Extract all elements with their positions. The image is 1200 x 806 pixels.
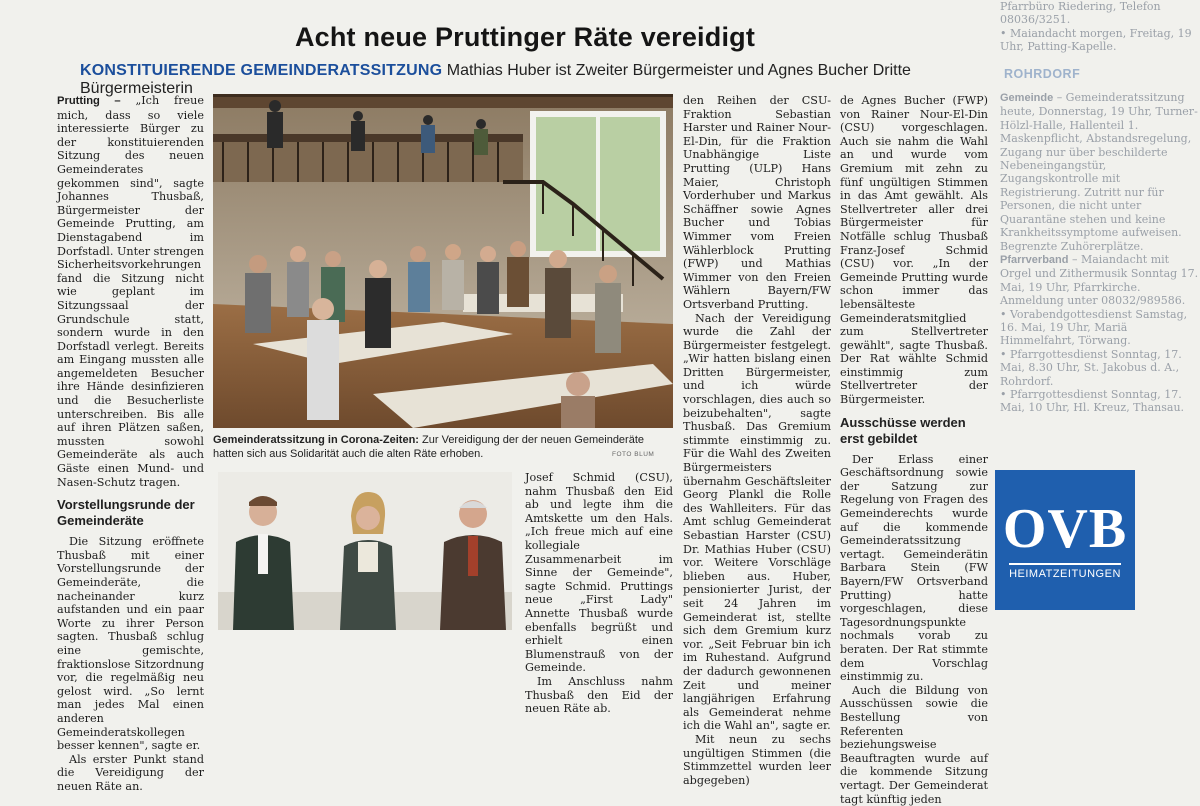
sidebar-bullet: • Vorabendgottesdienst Samstag, 16. Mai, 19 Uhr, Mariä Himmelfahrt, Törwang. <box>1000 308 1200 348</box>
paragraph: Nach der Vereidigung wurde die Zahl der Bürgermeister festgelegt. „Wir hatten bislang einen Dritten Bürgermeister, und ich würde vorschlagen, dies auch so beizubehalten", sagte Thusbaß. Das Gremium stimmte einstimmig zu. Für die Wahl des Zweiten Bürgermeisters übernahm Geschäftsleiter Georg Plankl die Rolle des Wahlleiters. Für das Amt schlug Gemeinderat Sebastian Harster (CSU) Dr. Mathias Huber (CSU) vor. Weitere Vorschläge blieben aus. Huber, pensionierter Jurist, der seit 24 Jahren im Gemeinderat ist, stellte sich dem Gremium kurz vor. „Seit Februar bin ich im Ruhestand. Aufgrund der dadurch gewonnenen Zeit und meiner langjährigen Erfahrung als Gemeinderat nehme ich die Wahl an", sagte er. <box>683 311 831 733</box>
paragraph: den Reihen der CSU-Fraktion Sebastian Harster und Rainer Nour-El-Din, für die Fraktion Unabhängige Liste Prutting (ULP) Hans Maier, Christoph Vorderhuber und Markus Schäffner sowie Agnes Bucher und Tobias Wimmer vom Freien Wählerblock Prutting (FWP) und Mathias Wimmer von den Freien Wählern Bayern/FW Ortsverband Prutting. <box>683 94 831 311</box>
paragraph: „Ich freue mich, dass so viele interessierte Bürger zu der konstituierenden Sitzung des neuen Gemeinderates gekommen sind", sagte Johannes Thusbaß, Bürgermeister der Gemeinde Prutting, am Dienstagabend im Dorfstadl. Unter strengen Sicherheitsvorkehrungen fand die Sitzung nicht wie geplant im Sitzungssaal der Grundschule statt, sondern wurde in den Dorfstadl verlegt. Bereits am Eingang mussten alle angemeldeten Besucher ihre Hände desinfizieren und die Besucherliste unterschreiben. Bis alle auf ihren Plätzen saßen, mussten sowohl Gemeinderäte als auch Gäste einen Mund- und Nasen-Schutz tragen. <box>57 94 205 489</box>
paragraph: Der Erlass einer Geschäftsordnung sowie der Satzung zur Regelung von Fragen des Gemeinderechts wurde auf die kommende Gemeinderatssitzung vertagt. Gemeinderätin Barbara Stein (FW Bayern/FW Ortsverband Prutting) hatte vorgeschlagen, diese Tagesordnungspunkte nochmals vorab zu beraten. Der Rat stimmte dem Vorschlag einstimmig zu. <box>840 452 988 684</box>
caption-text: Zur Vereidigung der der neuen Gemeinderäte hatten sich aus Solidarität auch die alten Räte erhoben. <box>213 434 645 460</box>
article-column-1 <box>57 94 205 793</box>
paragraph: Mit neun zu sechs ungültigen Stimmen (die Stimmzettel wurden leer abgegeben) <box>683 732 831 787</box>
paragraph: Josef Schmid (CSU), nahm Thusbaß den Eid ab und legte ihm die Amtskette um den Hals. „Ich freue mich auf eine kollegiale Zusammenarbeit im Sinne der Gemeinde", sagte Schmid. Pruttings neue „First Lady" Annette Thusbaß wurde ebenfalls begrüßt und erhielt einen Blumenstrauß von der Gemeinde. <box>525 471 673 675</box>
sidebar-label: Pfarrverband <box>1000 253 1069 266</box>
mayors-photo <box>218 472 512 630</box>
paragraph: Die Sitzung eröffnete Thusbaß mit einer Vorstellungsrunde der Gemeinderäte, die nacheinander kurz aufstanden und ein paar Worte zu ihrer Person sagten. Thusbaß schlug eine gemischte, fraktionslose Sitzordnung vor, die regelmäßig neu gelost wird. „So lernt man jedes Mal einen anderen Gemeinderatskollegen besser kennen", sagte er. <box>57 535 204 753</box>
sidebar-text: Pfarrbüro Riedering, Telefon 08036/3251. <box>1000 0 1161 27</box>
council-meeting-photo-illustration <box>213 94 673 428</box>
article-column-4 <box>840 94 988 806</box>
sidebar-heading: ROHRDORF <box>1004 66 1081 81</box>
paragraph: de Agnes Bucher (FWP) von Rainer Nour-El-Din (CSU) vorgeschlagen. Auch sie nahm die Wahl an und wurde vom Gremium mit zehn zu fünf ungültigen Stimmen in das Amt gewählt. Als Stellvertreter aller drei Bürgermeister für Notfälle schlug Thusbaß Franz-Josef Schmid (CSU) vor. „In der Gemeinde Prutting wurde schon immer das lebensälteste Gemeinderatsmitglied zum Stellvertreter gewählt", sagte Thusbaß. Der Rat wählte Schmid einstimmig zum Stellvertreter der Bürgermeister. <box>840 94 988 407</box>
photo-credit: FOTO BLUM <box>612 451 655 458</box>
article-column-2 <box>525 471 673 716</box>
headline: Acht neue Pruttinger Räte vereidigt <box>294 22 756 52</box>
sidebar-bullet: • Maiandacht morgen, Freitag, 19 Uhr, Patting-Kapelle. <box>1000 27 1200 54</box>
sidebar-text: – Maiandacht mit Orgel und Zithermusik Sonntag 17. Mai, 19 Uhr, Pfarrkirche. Anmeldung unter 08032/989586. <box>1000 252 1199 308</box>
paragraph: Im Anschluss nahm Thusbaß den Eid der neuen Räte ab. <box>525 674 673 716</box>
paragraph: Auch die Bildung von Ausschüssen sowie die Bestellung von Referenten beziehungsweise Beauftragten wurde auf die kommende Sitzung vertagt. Der Gemeinderat tagt künftig jeden <box>840 683 988 806</box>
subheadline <box>80 62 1010 98</box>
sidebar-label: Gemeinde <box>1000 92 1054 105</box>
photo-caption <box>213 433 673 461</box>
caption-bold: Gemeinderatssitzung in Corona-Zeiten: <box>213 434 419 446</box>
subheading: Ausschüsse werden erst gebildet <box>840 414 966 446</box>
sidebar-text: – Gemeinderatssitzung heute, Donnerstag, 19 Uhr, Turner-Hölzl-Halle, Hallenteil 1. Maskenpflicht, Abstandsregelung, Zugang nur über beschilderte Nebeneingangstür, Zugangskontrolle mit Registrierung. Zutritt nur für Personen, die nicht unter Quarantäne stehen und keine Krankheitssymptome aufweisen. Begrenzte Zuhörerplätze. <box>1000 91 1198 253</box>
logo-tagline: HEIMATZEITUNGEN <box>1009 563 1121 580</box>
sidebar-bullet: • Pfarrgottesdienst Sonntag, 17. Mai, 8.30 Uhr, St. Jakobus d. A., Rohrdorf. <box>1000 348 1200 388</box>
subheading: Vorstellungsrunde der Gemeinderäte <box>57 497 195 529</box>
logo-letters: OVB <box>1002 497 1128 560</box>
subhead-text: Mathias Huber ist Zweiter Bürgermeister und Agnes Bucher Dritte Bürgermeisterin <box>80 62 911 97</box>
article-column-3 <box>683 94 831 787</box>
council-meeting-photo <box>213 94 673 428</box>
ovb-logo[interactable] <box>995 470 1135 610</box>
kicker: KONSTITUIERENDE GEMEINDERATSSITZUNG <box>80 62 443 79</box>
paragraph: Als erster Punkt stand die Vereidigung der neuen Räte an. <box>57 752 204 793</box>
dateline: Prutting – <box>57 95 121 107</box>
mayors-photo-illustration <box>218 472 512 630</box>
sidebar-bullet: • Pfarrgottesdienst Sonntag, 17. Mai, 10 Uhr, Hl. Kreuz, Thansau. <box>1000 388 1200 415</box>
